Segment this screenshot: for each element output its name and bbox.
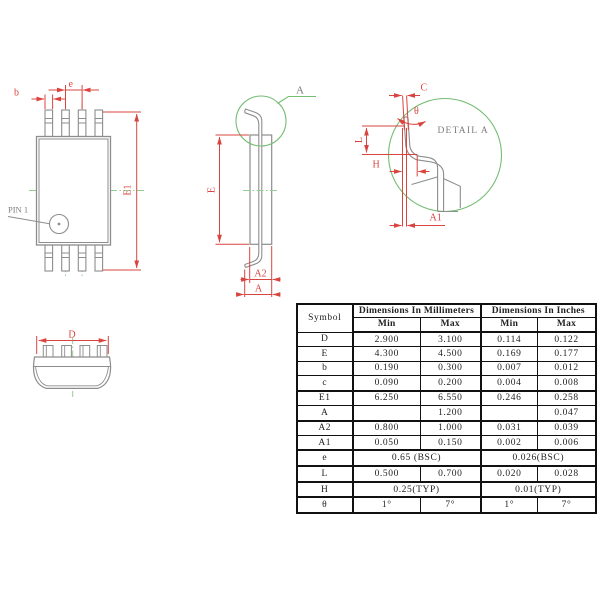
cell-symbol: E (297, 347, 353, 361)
dim-e (49, 85, 100, 109)
cell-symbol: D (297, 332, 353, 347)
table-row (297, 466, 596, 482)
cell-symbol: A2 (297, 421, 353, 436)
dim-b-label: b (14, 87, 19, 99)
cell-symbol: H (297, 482, 353, 498)
cell-symbol: A1 (297, 435, 353, 450)
cell-mm-max: 1.200 (421, 406, 481, 421)
detail-a-title: DETAIL A (437, 126, 489, 136)
cell-mm-min: 0.800 (353, 421, 421, 436)
detail-a-view (354, 83, 502, 227)
table-row (297, 391, 596, 406)
table-row (297, 406, 596, 421)
cell-symbol: A (297, 406, 353, 421)
header-in-max: Max (538, 317, 597, 332)
cell-in-min: 0.020 (481, 466, 538, 482)
table-row (297, 347, 596, 361)
cell-mm-max: 1.000 (421, 421, 481, 436)
dimension-table (296, 303, 597, 514)
cell-in-max: 0.006 (538, 435, 597, 450)
table-row (297, 497, 596, 513)
cell-mm-min: 1° (353, 497, 421, 513)
pin1-label: PIN 1 (8, 204, 29, 215)
header-symbol: Symbol (297, 304, 353, 332)
table-row (297, 450, 596, 466)
header-in-min: Min (481, 317, 538, 332)
cell-in-min: 0.031 (481, 421, 538, 436)
cell-in-max: 0.012 (538, 361, 597, 375)
cell-mm-min: 6.250 (353, 391, 421, 406)
cell-symbol: c (297, 376, 353, 391)
cell-in-max: 0.008 (538, 376, 597, 391)
cell-symbol: e (297, 450, 353, 466)
bottom-pins (45, 245, 103, 271)
table-row (297, 421, 596, 436)
cell-in-min (481, 406, 538, 421)
cell-in-max: 7° (538, 497, 597, 513)
cell-in-min: 0.114 (481, 332, 538, 347)
cell-in-max: 0.122 (538, 332, 597, 347)
table-row (297, 361, 596, 375)
cell-in-min: 0.004 (481, 376, 538, 391)
cell-in-min: 0.002 (481, 435, 538, 450)
dim-D-label: D (68, 329, 76, 341)
cell-in-max: 0.047 (538, 406, 597, 421)
cell-mm-max: 0.700 (421, 466, 481, 482)
detail-body-corner (412, 177, 461, 212)
cell-in-min: 1° (481, 497, 538, 513)
cell-symbol: θ (297, 497, 353, 513)
dim-E1-label: E1 (122, 184, 134, 196)
dim-E (216, 135, 250, 244)
cell-in-max: 0.039 (538, 421, 597, 436)
dim-A-label: A (254, 283, 263, 295)
cell-mm-min: 0.050 (353, 435, 421, 450)
side-view (207, 85, 317, 298)
cell-mm-max: 3.100 (421, 332, 481, 347)
table-row (297, 482, 596, 498)
top-pins (45, 110, 103, 137)
front-body (34, 357, 111, 388)
cell-in-min: 0.169 (481, 347, 538, 361)
cell-mm-max: 0.200 (421, 376, 481, 391)
header-mm-max: Max (421, 317, 481, 332)
detail-callout-leader (278, 97, 317, 104)
cell-in-max: 0.258 (538, 391, 597, 406)
cell-symbol: L (297, 466, 353, 482)
dim-b (32, 95, 67, 110)
cell-mm-max: 4.500 (421, 347, 481, 361)
cell-in-max: 0.177 (538, 347, 597, 361)
package-body (37, 137, 111, 246)
detail-callout-label: A (296, 84, 304, 97)
dim-H (390, 156, 430, 177)
table-row (297, 376, 596, 391)
cell-in-span: 0.026(BSC) (481, 450, 597, 466)
table-row (297, 332, 596, 347)
cell-mm-span: 0.25(TYP) (353, 482, 481, 498)
dim-A2-label: A2 (254, 268, 267, 280)
cell-mm-min: 4.300 (353, 347, 421, 361)
header-mm-group: Dimensions In Millimeters (353, 304, 481, 317)
cell-mm-min: 0.190 (353, 361, 421, 375)
dim-A1-label: A1 (429, 212, 442, 224)
dim-C-label: C (420, 82, 428, 94)
cell-mm-span: 0.65 (BSC) (353, 450, 481, 466)
dim-H-label: H (372, 159, 380, 171)
cell-mm-max: 0.300 (421, 361, 481, 375)
dim-L-label: L (354, 136, 365, 144)
cell-mm-min (353, 406, 421, 421)
cell-mm-max: 0.150 (421, 435, 481, 450)
table-row (297, 435, 596, 450)
front-pins (43, 346, 107, 358)
cell-symbol: b (297, 361, 353, 375)
cell-mm-max: 7° (421, 497, 481, 513)
dim-E-label: E (206, 186, 218, 194)
table-header-row-groups (297, 304, 596, 317)
top-view (8, 79, 146, 278)
header-mm-min: Min (353, 317, 421, 332)
cell-mm-min: 0.500 (353, 466, 421, 482)
front-view (34, 330, 111, 398)
dim-theta-label: θ (414, 106, 419, 117)
cell-in-span: 0.01(TYP) (481, 482, 597, 498)
cell-mm-min: 0.090 (353, 376, 421, 391)
cell-mm-min: 2.900 (353, 332, 421, 347)
cell-in-min: 0.007 (481, 361, 538, 375)
cell-in-max: 0.028 (538, 466, 597, 482)
cell-in-min: 0.246 (481, 391, 538, 406)
dim-e-label: e (68, 79, 73, 90)
cell-symbol: E1 (297, 391, 353, 406)
header-inch-group: Dimensions In Inches (481, 304, 597, 317)
cell-mm-max: 6.550 (421, 391, 481, 406)
